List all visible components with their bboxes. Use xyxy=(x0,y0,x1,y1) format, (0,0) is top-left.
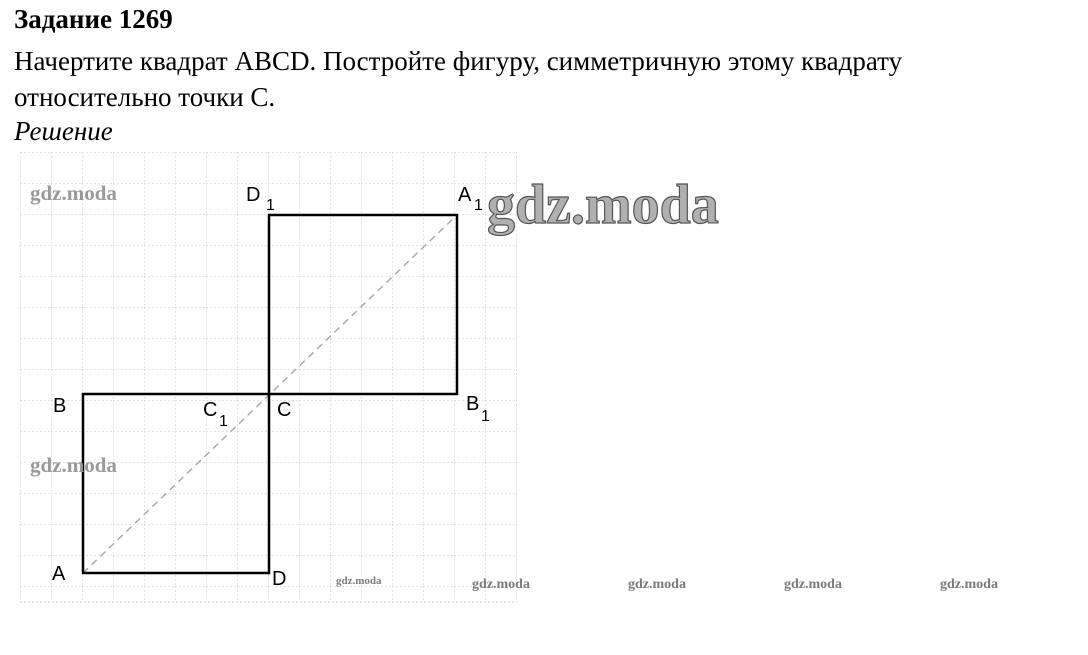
label-d1-sub: 1 xyxy=(266,197,275,214)
label-a1: A xyxy=(458,184,472,206)
watermark-row-4: gdz.moda xyxy=(940,577,998,592)
label-b: B xyxy=(53,395,67,417)
label-a: A xyxy=(52,563,66,585)
label-c1: C xyxy=(203,399,218,421)
construction-diagram xyxy=(0,140,1088,655)
watermark-mid-left: gdz.moda xyxy=(30,453,117,477)
label-a1-sub: 1 xyxy=(474,197,483,214)
label-c: C xyxy=(277,399,292,421)
task-line-2: относительно точки C. xyxy=(14,82,276,112)
watermark-row-2: gdz.moda xyxy=(628,577,686,592)
task-title: Задание 1269 xyxy=(14,4,173,34)
watermark-top-left: gdz.moda xyxy=(30,181,117,205)
solution-label: Решение xyxy=(14,116,113,146)
task-line-1: Начертите квадрат ABCD. Постройте фигуру, симметричную этому квадрату xyxy=(14,46,903,76)
task-text xyxy=(14,43,1086,115)
label-d: D xyxy=(272,568,287,590)
label-b1-sub: 1 xyxy=(481,408,490,425)
label-c1-sub: 1 xyxy=(219,413,228,430)
watermark-big: gdz.moda xyxy=(487,174,719,236)
label-d1: D xyxy=(246,184,261,206)
label-b1: B xyxy=(466,393,480,415)
watermark-row-3: gdz.moda xyxy=(784,577,842,592)
watermark-small: gdz.moda xyxy=(336,575,382,587)
watermark-row-1: gdz.moda xyxy=(472,577,530,592)
